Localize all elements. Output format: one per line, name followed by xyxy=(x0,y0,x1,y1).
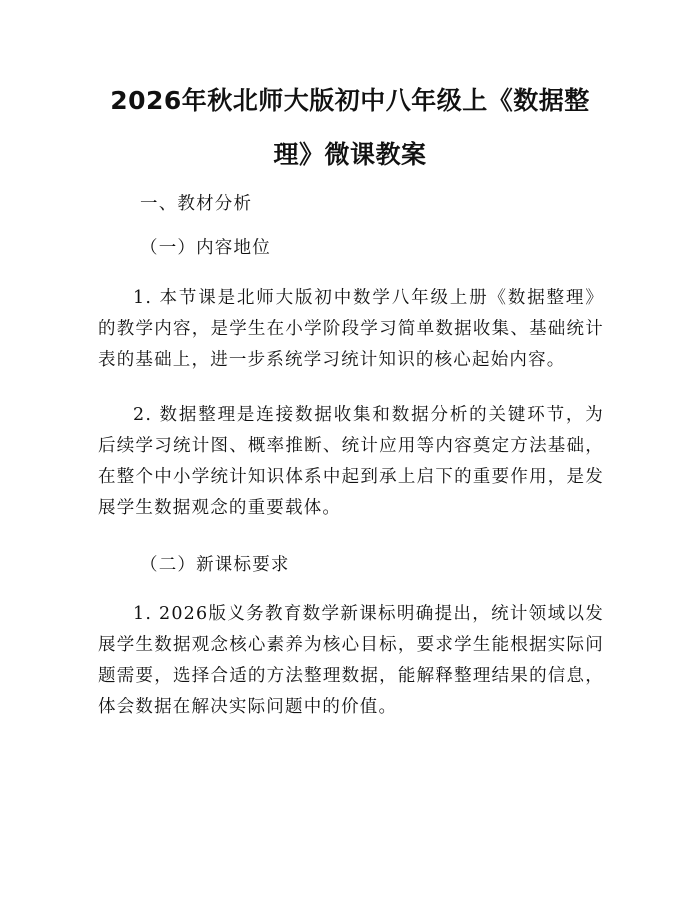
paragraph-curriculum-requirements-1: 1. 2026版义务教育数学新课标明确提出，统计领域以发展学生数据观念核心素养为核心目标，要求学生能根据实际问题需要，选择合适的方法整理数据，能解释整理结果的信息，体会数据在解决实际问题中的价值。 xyxy=(98,604,604,717)
subsection-heading-content-position: （一）内容地位 xyxy=(140,238,271,258)
paragraph-content-position-2: 2. 数据整理是连接数据收集和数据分析的关键环节，为后续学习统计图、概率推断、统计应用等内容奠定方法基础，在整个中小学统计知识体系中起到承上启下的重要作用，是发展学生数据观念的重要载体。 xyxy=(98,405,604,518)
section-heading-textbook-analysis: 一、教材分析 xyxy=(140,194,253,214)
document-title: 2026年秋北师大版初中八年级上《数据整理》微课教案 xyxy=(110,86,590,169)
subsection-heading-curriculum-requirements: （二）新课标要求 xyxy=(140,555,290,575)
paragraph-content-position-1: 1. 本节课是北师大版初中数学八年级上册《数据整理》的教学内容，是学生在小学阶段学习简单数据收集、基础统计表的基础上，进一步系统学习统计知识的核心起始内容。 xyxy=(98,288,604,370)
